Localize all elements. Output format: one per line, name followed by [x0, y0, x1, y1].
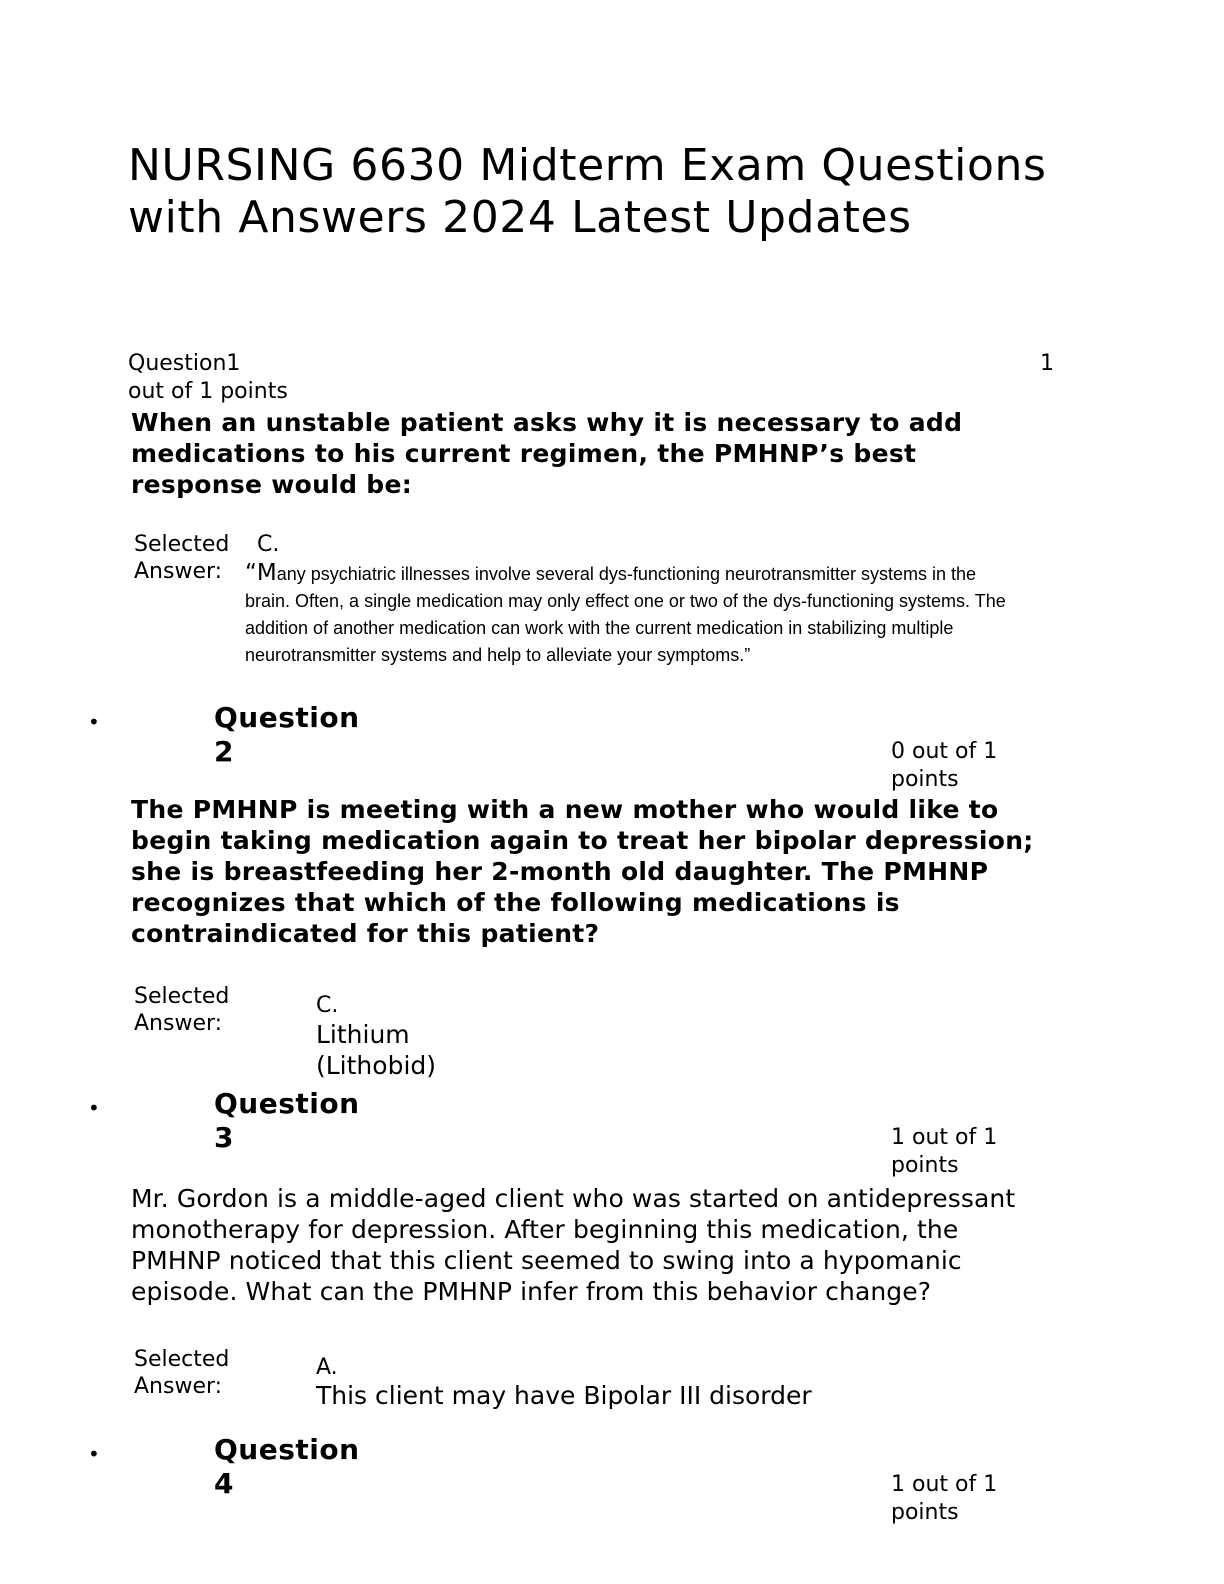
question-1-stem: When an unstable patient asks why it is necessary to add medications to his current regimen, the PMHNP’s best response would be: — [131, 408, 963, 499]
bullet: • — [88, 1442, 100, 1466]
question-4-points: 1 out of 1 points — [891, 1472, 998, 1525]
question-2-answer-label: Selected Answer: — [134, 984, 230, 1036]
question-1-points-value: 1 — [1040, 351, 1054, 376]
question-1-points-text: out of 1 points — [128, 379, 288, 404]
answer-open-quote: “M — [245, 560, 277, 586]
question-3-answer-label: Selected Answer: — [134, 1347, 230, 1399]
question-2-points: 0 out of 1 points — [891, 739, 998, 792]
question-3-stem: Mr. Gordon is a middle-aged client who was started on antidepressant monotherapy for depression. After beginning this medication, the PMHNP noticed that this client seemed to swing into a hypomanic episode. What can the PMHNP infer from this behavior change? — [131, 1184, 1016, 1306]
question-3-heading-number: 3 — [214, 1121, 234, 1154]
answer-body: any psychiatric illnesses involve several dys-functioning neurotransmitter systems in the brain. Often, a single medication may only effect one or two of the dys-functioning systems. The addition of another medication can work with the current medication in stabilizing multiple neurotransmitter systems and help to alleviate your symptoms.” — [245, 564, 1006, 665]
question-3-answer-text: This client may have Bipolar III disorder — [316, 1381, 812, 1410]
question-1-answer-label: Selected Answer: — [134, 532, 230, 584]
question-1-answer-text — [245, 560, 1015, 669]
question-2-stem: The PMHNP is meeting with a new mother who would like to begin taking medication again to treat her bipolar depression; she is breastfeeding her 2-month old daughter. The PMHNP recognizes that which of the following medications is contraindicated for this patient? — [131, 795, 1034, 948]
question-4-heading-word: Question — [214, 1433, 360, 1466]
question-2-heading-word: Question — [214, 701, 360, 734]
bullet: • — [88, 1096, 100, 1120]
bullet: • — [88, 710, 100, 734]
question-3-answer-letter: A. — [316, 1355, 338, 1380]
document-title: NURSING 6630 Midterm Exam Questions with Answers 2024 Latest Updates — [128, 140, 1047, 243]
question-1-answer-letter: C. — [257, 532, 280, 557]
question-2-answer-text: Lithium (Lithobid) — [316, 1020, 437, 1080]
question-2-answer-letter: C. — [316, 993, 339, 1018]
question-3-points: 1 out of 1 points — [891, 1125, 998, 1178]
question-1-heading: Question1 — [128, 351, 241, 376]
question-2-heading-number: 2 — [214, 735, 234, 768]
question-3-heading-word: Question — [214, 1087, 360, 1120]
question-4-heading-number: 4 — [214, 1467, 234, 1500]
